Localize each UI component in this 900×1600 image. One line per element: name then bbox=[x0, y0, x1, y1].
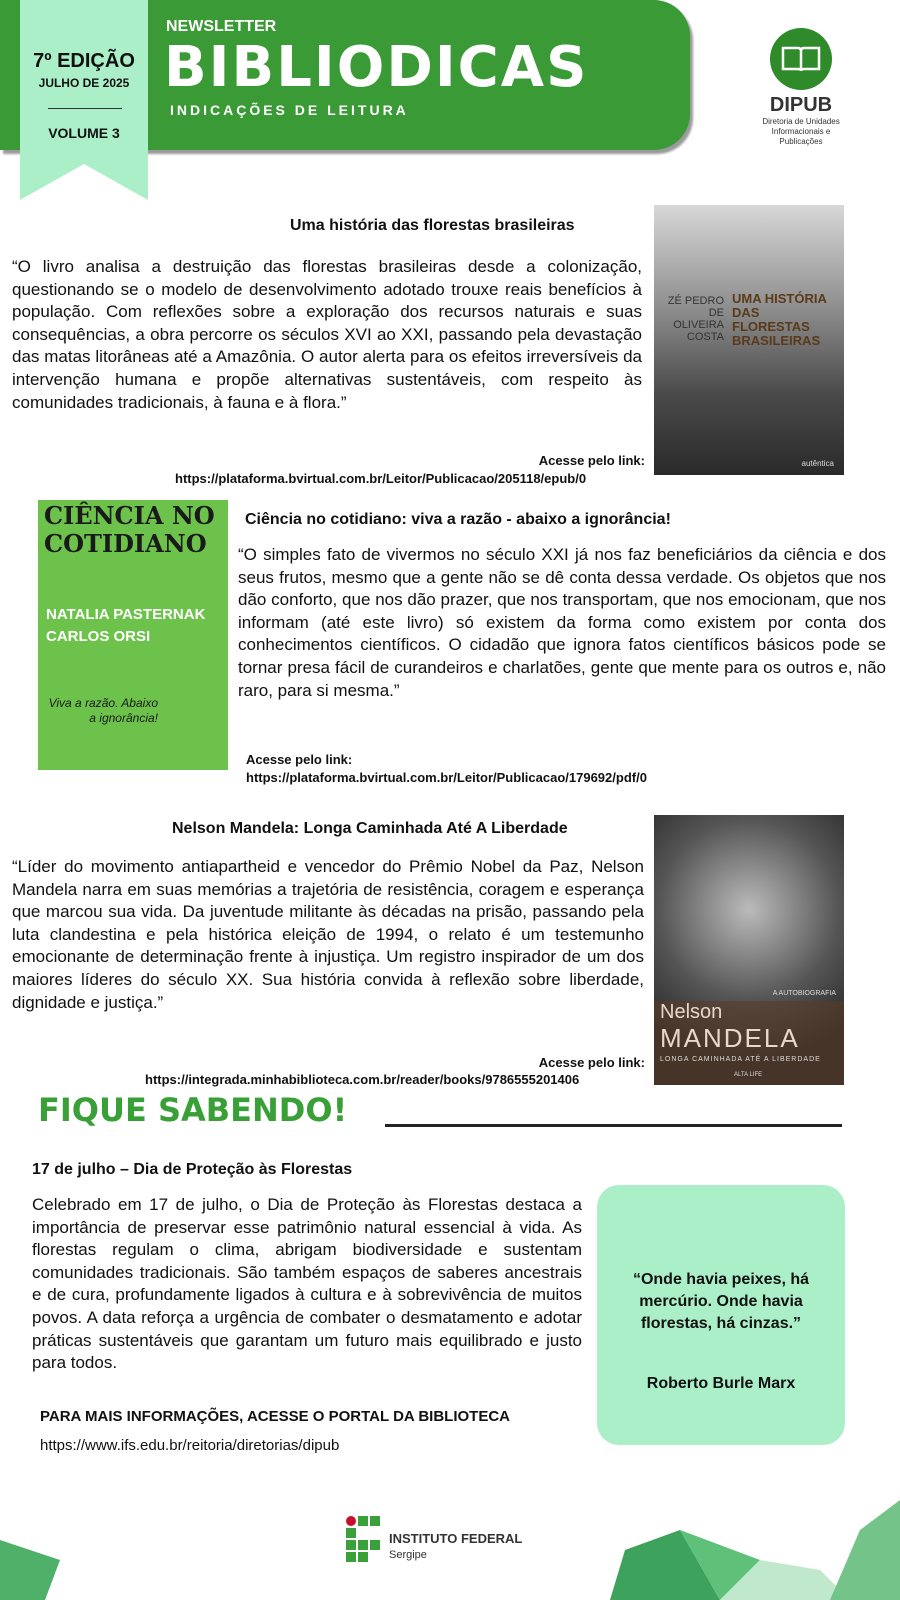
quote-author: Roberto Burle Marx bbox=[646, 1375, 796, 1392]
book-title: Uma história das florestas brasileiras bbox=[290, 217, 575, 234]
book-icon bbox=[770, 28, 832, 90]
book-link[interactable]: https://plataforma.bvirtual.com.br/Leitor/Publicacao/179692/pdf/0 bbox=[246, 770, 647, 785]
edition: 7º EDIÇÃO bbox=[33, 50, 135, 72]
quote-box bbox=[597, 1185, 845, 1445]
section-heading: FIQUE SABENDO! bbox=[38, 1091, 348, 1129]
divider bbox=[48, 108, 122, 109]
book-link[interactable]: https://plataforma.bvirtual.com.br/Leitor/Publicacao/205118/epub/0 bbox=[175, 471, 587, 486]
institute-name: INSTITUTO FEDERAL bbox=[389, 1531, 523, 1546]
event-description: Celebrado em 17 de julho, o Dia de Proteção às Florestas destaca a importância de preservar esse patrimônio natural essencial à vida. As florestas regulam o clima, abrigam biodiversidade e sustentam comunidades tradicionais. São também espaços de saberes ancestrais e de cura, profundamente ligados à cultura e à sobrevivência de muitos povos. A data reforça a urgência de combater o desmatamento e adotar práticas sustentáveis que garantam um futuro mais equilibrado e justo para todos. bbox=[32, 1195, 582, 1373]
kicker: NEWSLETTER bbox=[166, 18, 277, 35]
book-cover[interactable]: CIÊNCIA NO COTIDIANO NATALIA PASTERNAK CARLOS ORSI Viva a razão. Abaixo a ignorância! bbox=[38, 500, 228, 770]
edition-ribbon bbox=[20, 0, 148, 200]
newsletter-title: BIBLIODICAS bbox=[164, 35, 589, 100]
book-link[interactable]: https://integrada.minhabiblioteca.com.br/reader/books/9786555201406 bbox=[145, 1072, 580, 1087]
volume: VOLUME 3 bbox=[48, 125, 120, 141]
link-label: Acesse pelo link: bbox=[246, 752, 353, 767]
book-description: “O simples fato de vivermos no século XXI já nos faz beneficiários da ciência e dos seus frutos, mesmo que a gente não se dê conta dessa verdade. Os objetos que nos dão conforto, que nos dão prazer, que nos transportam, que nos emocionam, que nos informam (até este livro) só existem da forma como existem por conta dos conhecimentos científicos. O cidadão que ignora fatos científicos básicos pode se tornar presa fácil de curandeiros e charlatões, gente que mente para os outros e, não raro, para si mesma.” bbox=[238, 545, 886, 700]
quote-text: “Onde havia peixes, há mercúrio. Onde havia florestas, há cinzas.” bbox=[632, 1271, 810, 1332]
decorative-shapes bbox=[0, 1500, 900, 1600]
dipub-logo bbox=[745, 20, 857, 170]
info-heading: PARA MAIS INFORMAÇÕES, ACESSE O PORTAL DA BIBLIOTECA bbox=[40, 1408, 511, 1425]
book-description: “O livro analisa a destruição das florestas brasileiras desde a colonização, questionando se o modelo de desenvolvimento adotado trouxe reais benefícios à população. Com reflexões sobre a exploração dos recursos naturais e suas consequências, a obra percorre os séculos XVI ao XXI, passando pela devastação das matas litorâneas até a Amazônia. O autor alerta para os efeitos irreversíveis da intervenção humana e propõe alternativas sustentáveis, com respeito às comunidades tradicionais, à fauna e à flora.” bbox=[12, 257, 642, 412]
portal-link[interactable]: https://www.ifs.edu.br/reitoria/diretorias/dipub bbox=[40, 1437, 340, 1454]
link-label: Acesse pelo link: bbox=[538, 453, 645, 468]
logo-name: DIPUB bbox=[769, 94, 833, 116]
event-title: 17 de julho – Dia de Proteção às Florestas bbox=[32, 1161, 353, 1178]
institute-campus: Sergipe bbox=[389, 1549, 427, 1561]
divider bbox=[385, 1124, 842, 1127]
logo-desc: Diretoria de Unidades Informacionais e Publicações bbox=[762, 117, 840, 146]
book-title: Ciência no cotidiano: viva a razão - abaixo a ignorância! bbox=[245, 511, 671, 528]
book-description: “Líder do movimento antiapartheid e vencedor do Prêmio Nobel da Paz, Nelson Mandela narra em suas memórias a trajetória de resistência, coragem e esperança que marcou sua vida. Da juventude militante às décadas na prisão, passando pela luta clandestina e pela histórica eleição de 1994, o relato é um testemunho emocionante de determinação frente à injustiça. Um registro inspirador de um dos maiores líderes do século XX. Sua história convida à reflexão sobre liberdade, dignidade e justiça.” bbox=[12, 857, 644, 1012]
book-title: Nelson Mandela: Longa Caminhada Até A Liberdade bbox=[172, 820, 568, 837]
newsletter-subtitle: INDICAÇÕES DE LEITURA bbox=[170, 102, 409, 118]
link-label: Acesse pelo link: bbox=[538, 1055, 645, 1070]
book-cover[interactable]: ZÉ PEDRO DE OLIVEIRA COSTA UMA HISTÓRIA DAS FLORESTAS BRASILEIRAS autêntica bbox=[654, 205, 844, 475]
book-cover[interactable]: A AUTOBIOGRAFIA Nelson MANDELA LONGA CAMINHADA ATÉ A LIBERDADE ALTA LIFE bbox=[654, 815, 844, 1085]
edition-date: JULHO DE 2025 bbox=[38, 76, 130, 90]
